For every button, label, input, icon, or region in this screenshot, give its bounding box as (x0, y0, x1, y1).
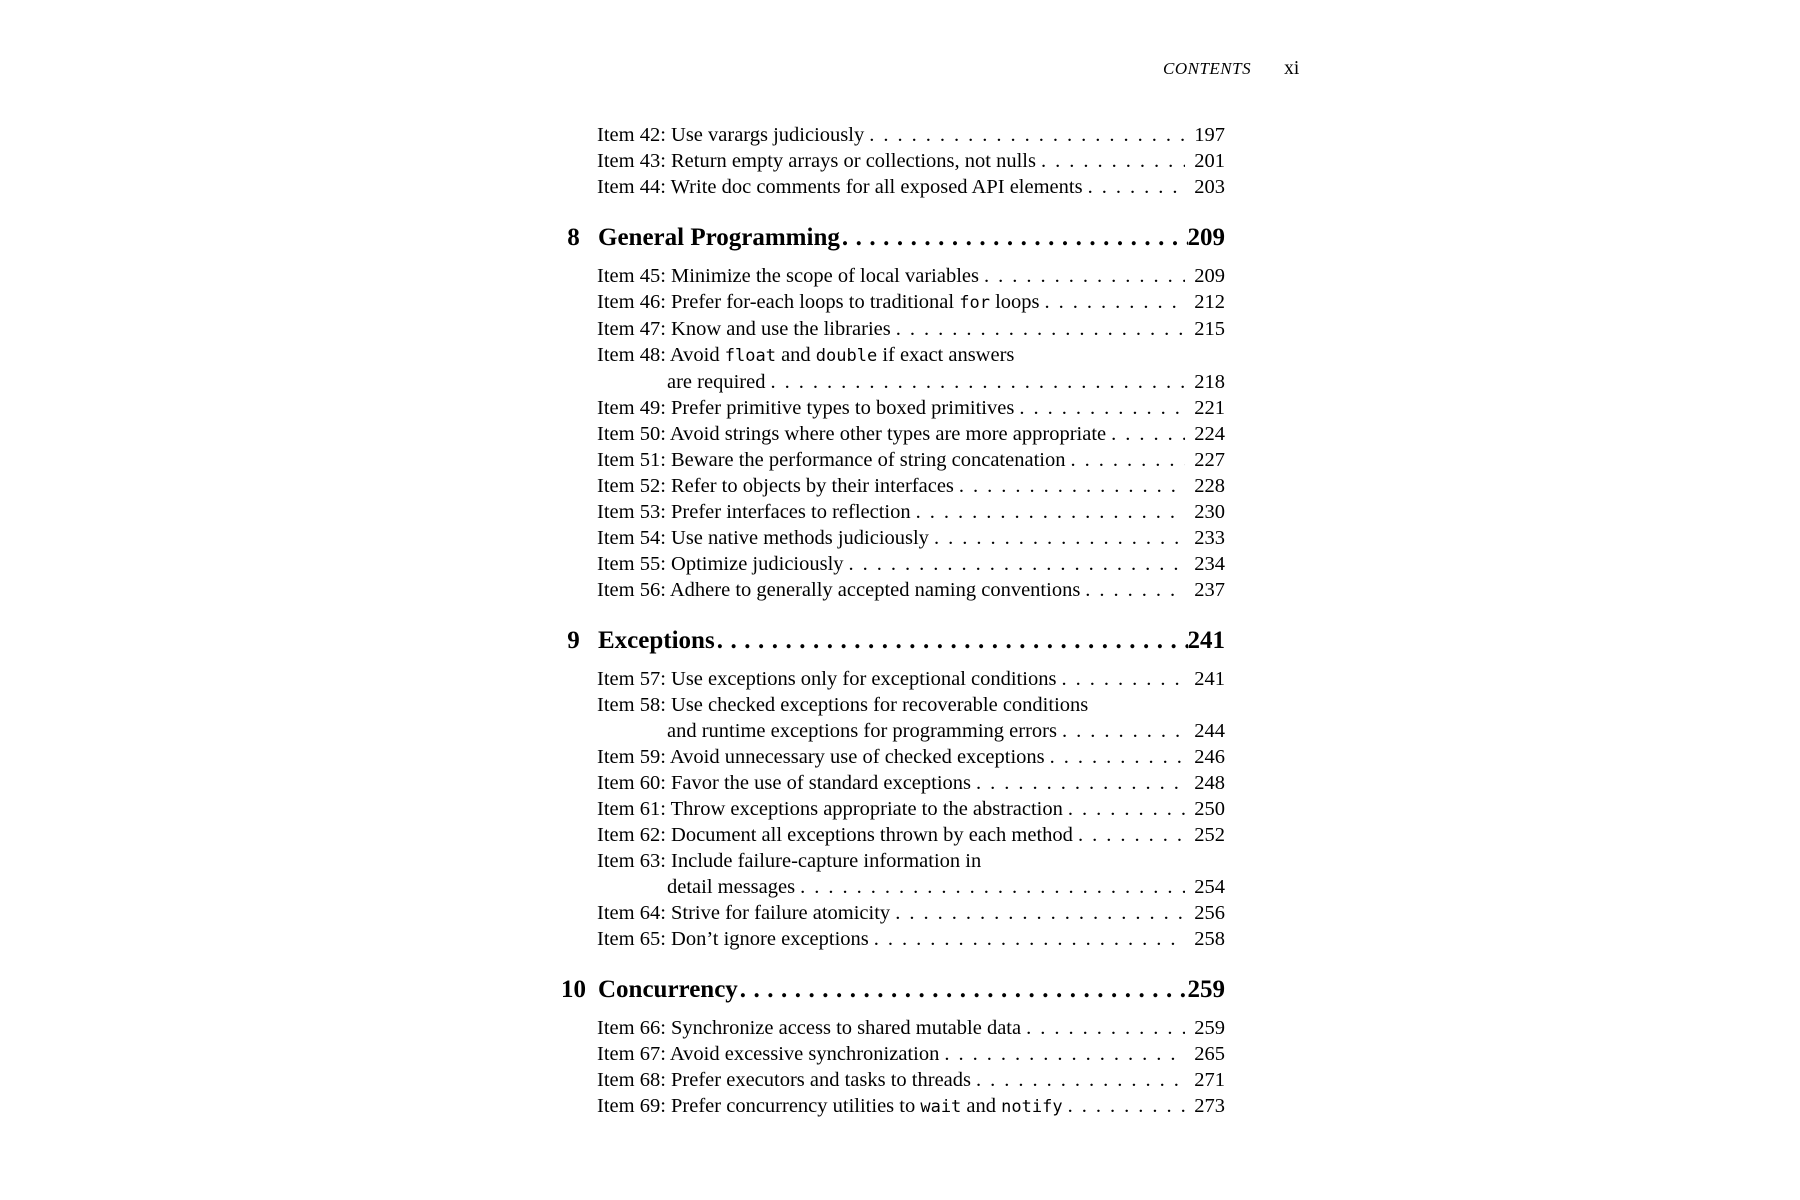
toc-item-line (597, 395, 1225, 421)
item-page-number: 254 (1185, 874, 1225, 900)
toc-item-text (597, 527, 929, 549)
toc-item-line (597, 174, 1225, 200)
toc-item-line (597, 666, 1225, 692)
chapter-heading (557, 222, 1225, 254)
item-text-segment: Item 44: Write doc comments for all exposed API elements (597, 176, 1083, 198)
item-text-segment: Item 53: Prefer interfaces to reflection (597, 501, 911, 523)
toc-item-line (597, 718, 1225, 744)
item-page-number: 256 (1185, 900, 1225, 926)
running-head-title: CONTENTS (1163, 59, 1252, 78)
toc-item-line (597, 796, 1225, 822)
toc-item-line (597, 148, 1225, 174)
dot-leader (891, 318, 1225, 340)
item-text-segment: Item 54: Use native methods judiciously (597, 527, 929, 549)
toc-item-line (597, 770, 1225, 796)
toc-item-line (597, 289, 1225, 316)
item-text-segment: loops (989, 291, 1040, 313)
item-page-number: 203 (1185, 174, 1225, 200)
toc-item-line (597, 525, 1225, 551)
chapter-page-number: 241 (1188, 625, 1226, 657)
toc-item-text (597, 291, 1040, 313)
item-page-number: 209 (1185, 263, 1225, 289)
dot-leader (890, 902, 1225, 924)
item-page-number: 228 (1185, 473, 1225, 499)
toc-item-line (597, 369, 1225, 395)
code-term: for (959, 293, 990, 313)
chapter-page-number: 209 (1188, 222, 1226, 254)
item-page-number: 221 (1185, 395, 1225, 421)
item-page-number: 265 (1185, 1041, 1225, 1067)
item-page-number: 252 (1185, 822, 1225, 848)
toc-item-line (597, 473, 1225, 499)
item-text-segment: Item 68: Prefer executors and tasks to threads (597, 1069, 972, 1091)
dot-leader (715, 627, 1225, 654)
toc-item-text (597, 1043, 939, 1065)
item-text-segment: Item 63: Include failure-capture information in (597, 850, 982, 872)
item-text-segment: Item 66: Synchronize access to shared mutable data (597, 1017, 1022, 1039)
running-head-page-number: xi (1284, 58, 1300, 79)
item-text-segment: Item 50: Avoid strings where other types are more appropriate (597, 423, 1107, 445)
chapter-heading (557, 974, 1225, 1006)
item-text-segment: Item 42: Use varargs judiciously (597, 124, 865, 146)
toc-item-line (597, 874, 1225, 900)
toc-item-line (597, 263, 1225, 289)
toc-item-text (597, 772, 971, 794)
item-text-segment: are required (667, 371, 766, 393)
item-text-segment: Item 47: Know and use the libraries (597, 318, 891, 340)
toc-item-line (597, 744, 1225, 770)
item-page-number: 273 (1185, 1093, 1225, 1119)
toc-item-text (597, 1017, 1021, 1039)
item-text-segment: Item 64: Strive for failure atomicity (597, 902, 891, 924)
toc-item-text (597, 501, 911, 523)
toc-item-line (597, 1093, 1225, 1120)
item-text-segment: and runtime exceptions for programming errors (667, 720, 1057, 742)
item-text-segment: if exact answers (877, 344, 1015, 366)
toc-item-text (597, 449, 1065, 471)
toc-item-text (597, 1095, 1063, 1117)
toc-item-text (597, 423, 1106, 445)
item-page-number: 230 (1185, 499, 1225, 525)
toc-item-line (597, 1067, 1225, 1093)
toc-item-text (597, 318, 891, 340)
toc-item-text (597, 579, 1080, 601)
toc-item-line (597, 499, 1225, 525)
item-page-number: 241 (1185, 666, 1225, 692)
chapter-number: 9 (567, 627, 580, 654)
toc-item-text (597, 124, 864, 146)
dot-leader (869, 928, 1225, 950)
toc-item-line (597, 822, 1225, 848)
dot-leader (939, 1043, 1225, 1065)
toc-item-line (597, 421, 1225, 447)
dot-leader (738, 976, 1225, 1003)
item-text-segment: Item 52: Refer to objects by their interfaces (597, 475, 954, 497)
toc-item-text (597, 824, 1073, 846)
item-text-segment: Item 46: Prefer for-each loops to traditional (597, 291, 960, 313)
toc-item-text (597, 553, 844, 575)
toc-item-line (597, 1041, 1225, 1067)
item-page-number: 248 (1185, 770, 1225, 796)
toc-item-line (597, 577, 1225, 603)
item-text-segment: and (961, 1095, 1002, 1117)
dot-leader (765, 371, 1225, 393)
toc-item-text (597, 720, 1057, 742)
toc-item-text (597, 876, 795, 898)
item-text-segment: detail messages (667, 876, 796, 898)
toc-item-line (597, 692, 1225, 718)
item-text-segment: Item 69: Prefer concurrency utilities to (597, 1095, 921, 1117)
item-text-segment: Item 45: Minimize the scope of local variables (597, 265, 979, 287)
dot-leader (840, 224, 1225, 251)
toc-item-text (597, 371, 765, 393)
item-page-number: 227 (1185, 447, 1225, 473)
item-page-number: 258 (1185, 926, 1225, 952)
item-page-number: 197 (1185, 122, 1225, 148)
dot-leader (864, 124, 1225, 146)
chapter-number: 8 (567, 224, 580, 251)
dot-leader (911, 501, 1225, 523)
item-text-segment: and (775, 344, 816, 366)
toc-item-text (597, 150, 1036, 172)
item-page-number: 212 (1185, 289, 1225, 315)
item-page-number: 250 (1185, 796, 1225, 822)
toc-item-text (597, 746, 1045, 768)
item-page-number: 244 (1185, 718, 1225, 744)
item-page-number: 234 (1185, 551, 1225, 577)
toc-item-line (597, 1015, 1225, 1041)
code-term: float (724, 346, 776, 366)
toc-item-text (597, 265, 979, 287)
item-text-segment: Item 62: Document all exceptions thrown by each method (597, 824, 1073, 846)
item-text-segment: Item 49: Prefer primitive types to boxed primitives (597, 397, 1015, 419)
toc-item-text (597, 928, 869, 950)
toc-item-line (597, 447, 1225, 473)
toc-item-text (597, 475, 954, 497)
item-text-segment: Item 43: Return empty arrays or collections, not nulls (597, 150, 1036, 172)
item-text-segment: Item 48: Avoid (597, 344, 725, 366)
item-page-number: 218 (1185, 369, 1225, 395)
item-page-number: 201 (1185, 148, 1225, 174)
toc-item-text (597, 176, 1083, 198)
toc-item-line (597, 848, 1225, 874)
item-page-number: 215 (1185, 316, 1225, 342)
toc-item-text (597, 798, 1063, 820)
toc-item-line (597, 342, 1225, 369)
toc-item-text (597, 668, 1056, 690)
toc-item-line (597, 551, 1225, 577)
toc-item-text (597, 850, 981, 872)
chapter-page-number: 259 (1188, 974, 1226, 1006)
chapter-title: Concurrency (598, 976, 738, 1003)
code-term: wait (920, 1097, 962, 1117)
dot-leader (844, 553, 1225, 575)
item-text-segment: Item 61: Throw exceptions appropriate to the abstraction (597, 798, 1063, 820)
toc-item-text (597, 1069, 971, 1091)
code-term: double (815, 346, 878, 366)
chapter-heading (557, 625, 1225, 657)
chapter-number: 10 (561, 976, 586, 1003)
toc-item-line (597, 122, 1225, 148)
toc-item-text (597, 344, 1014, 366)
item-text-segment: Item 67: Avoid excessive synchronization (597, 1043, 940, 1065)
item-text-segment: Item 56: Adhere to generally accepted naming conventions (597, 579, 1081, 601)
item-text-segment: Item 59: Avoid unnecessary use of checked exceptions (597, 746, 1045, 768)
item-text-segment: Item 65: Don’t ignore exceptions (597, 928, 869, 950)
running-head (1163, 58, 1299, 80)
toc-item-line (597, 900, 1225, 926)
chapter-title: Exceptions (598, 627, 715, 654)
item-page-number: 224 (1185, 421, 1225, 447)
toc-item-text (597, 397, 1014, 419)
toc-item-text (597, 902, 890, 924)
item-page-number: 246 (1185, 744, 1225, 770)
toc-item-line (597, 926, 1225, 952)
item-text-segment: Item 58: Use checked exceptions for recoverable conditions (597, 694, 1089, 716)
toc-item-text (597, 694, 1088, 716)
toc-item-line (597, 316, 1225, 342)
item-page-number: 233 (1185, 525, 1225, 551)
item-text-segment: Item 55: Optimize judiciously (597, 553, 844, 575)
chapter-title: General Programming (598, 224, 840, 251)
item-page-number: 259 (1185, 1015, 1225, 1041)
table-of-contents (557, 122, 1225, 1120)
item-text-segment: Item 57: Use exceptions only for exceptional conditions (597, 668, 1057, 690)
dot-leader (929, 527, 1225, 549)
item-text-segment: Item 51: Beware the performance of string concatenation (597, 449, 1066, 471)
dot-leader (795, 876, 1225, 898)
code-term: notify (1001, 1097, 1063, 1117)
item-page-number: 237 (1185, 577, 1225, 603)
item-text-segment: Item 60: Favor the use of standard exceptions (597, 772, 972, 794)
item-page-number: 271 (1185, 1067, 1225, 1093)
